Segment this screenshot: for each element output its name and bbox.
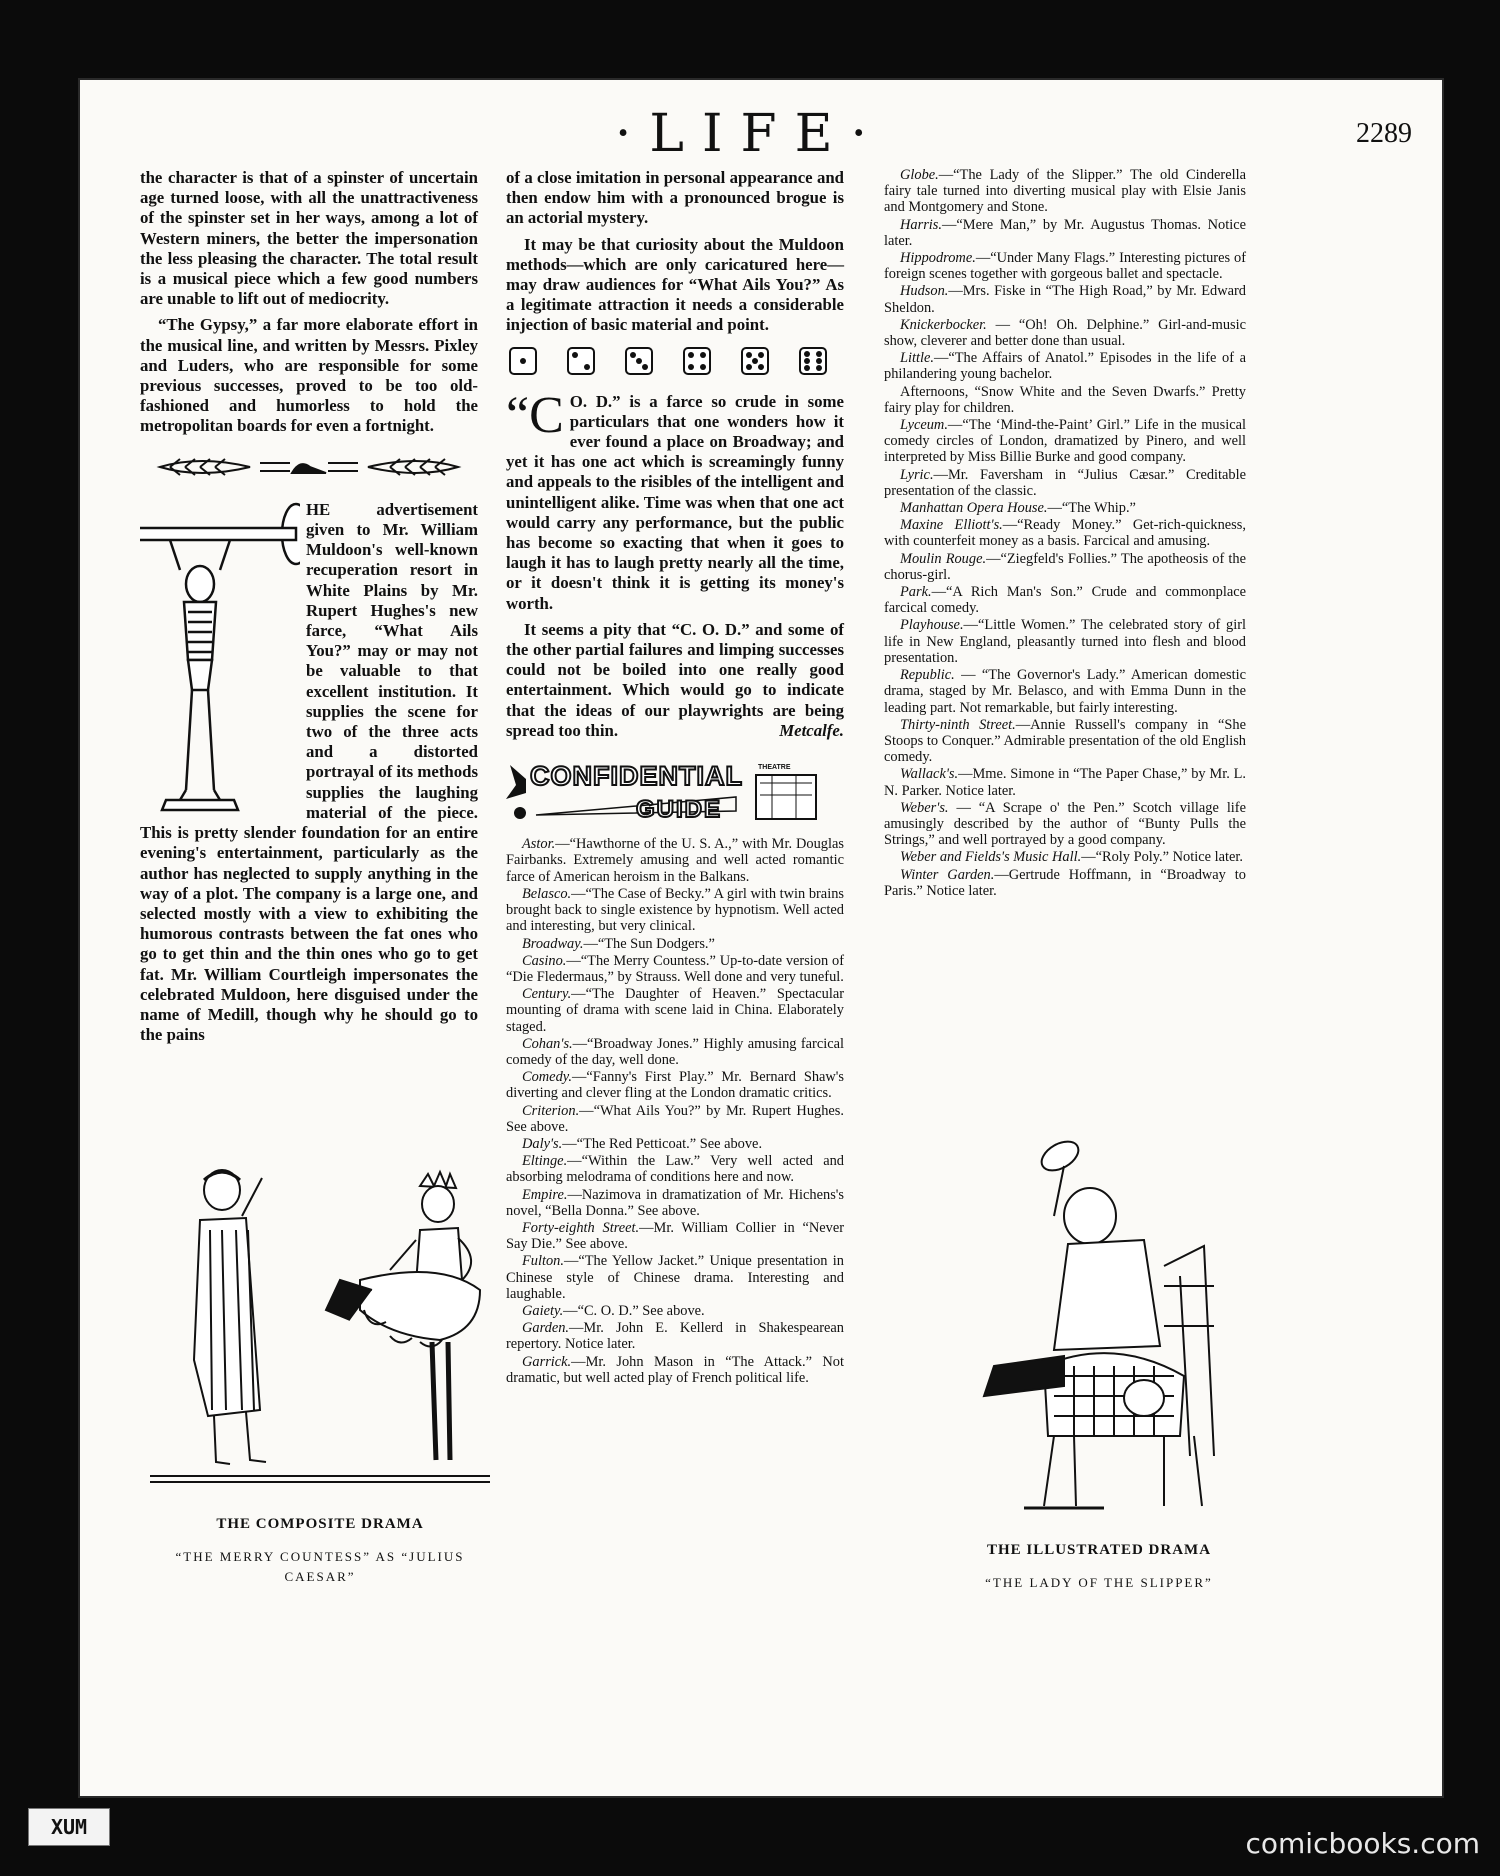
- guide-entry: [884, 217, 1246, 249]
- theatre-name: Republic.: [900, 667, 955, 684]
- dumbbell-man-drop-cap-icon: [140, 500, 300, 820]
- entry-description: —Mme. Simone in “The Paper Chase,” by Mr. L. N. Parker. Notice later.: [884, 766, 1246, 799]
- guide-entry: [506, 1253, 844, 1302]
- theatre-name: Hippodrome.: [900, 250, 976, 267]
- theatre-name: Maxine Elliott's.: [900, 517, 1003, 534]
- masthead-title: ·LIFE·: [614, 104, 886, 164]
- theatre-name: Park.: [900, 584, 932, 601]
- theatre-name: Moulin Rouge.: [900, 550, 987, 567]
- entry-description: —“Hawthorne of the U. S. A.,” with Mr. Douglas Fairbanks. Extremely amusing and well acted romantic farce of American heroism in the Balkans.: [506, 836, 844, 885]
- guide-entry: [506, 1303, 844, 1319]
- cod-drop-cap: “C: [506, 386, 564, 444]
- guide-theatre-label: THEATRE: [758, 764, 791, 772]
- right-caption: [964, 1542, 1234, 1593]
- theatre-name: Criterion.: [522, 1102, 580, 1119]
- entry-description: —Nazimova in dramatization of Mr. Hichens's novel, “Bella Donna.” See above.: [506, 1186, 844, 1219]
- entry-description: —“The Yellow Jacket.” Unique presentation in Chinese style of Chinese drama. Interesting and laughable.: [506, 1253, 844, 1302]
- entry-description: —“C. O. D.” See above.: [563, 1302, 705, 1319]
- guide-entry: [506, 886, 844, 935]
- entry-description: —“The Merry Countess.” Up-to-date version of “Die Fledermaus,” by Strauss. Well done and very tuneful.: [506, 952, 844, 985]
- guide-entry: [506, 1036, 844, 1068]
- guide-entry: [884, 800, 1246, 849]
- cod-review: “C O. D.” is a farce so crude in some particulars that one wonders how it ever found a place on Broadway; and yet it has one act which is screamingly funny and appeals to the risibles of the intelligent and unintelligent alike. Time was when that one act would carry any performance, but the public has become so exacting that when it goes to laugh it has to laugh pretty nearly all the time, or it doesn't think it is getting its money's worth.: [506, 386, 844, 613]
- entry-description: —“The Case of Becky.” A girl with twin brains brought back to single existence by hypnotism. Well acted and interesting, but very clinical.: [506, 885, 844, 935]
- theatre-name: Globe.: [900, 167, 939, 183]
- paragraph: “The Gypsy,” a far more elaborate effort in the musical line, and written by Messrs. Pixley and Luders, who are responsible for some previous successes, proved to be too old-fashioned and humorless to hold the metropolitan boards for even a fortnight.: [140, 315, 478, 436]
- paragraph: It seems a pity that “C. O. D.” and some of the other partial failures and limping successes could not be boiled into one really good entertainment. Which would go to indicate that the ideas of our playwrights are being spread too thin. Metcalfe.: [506, 619, 844, 740]
- page-number: 2289: [1356, 118, 1412, 149]
- entry-description: —Annie Russell's company in “She Stoops to Conquer.” Admirable presentation of the old English comedy.: [884, 716, 1246, 766]
- guide-entry: [884, 350, 1246, 382]
- theatre-name: Eltinge.: [522, 1153, 568, 1170]
- illustrated-drama-illustration: [964, 1136, 1234, 1516]
- theatre-name: Garrick.: [522, 1353, 572, 1370]
- guide-entry: [884, 849, 1246, 865]
- theatre-name: Daly's.: [522, 1135, 563, 1152]
- guide-entry: [884, 167, 1246, 216]
- caption-subtitle: “THE MERRY COUNTESS” AS “JULIUS CAESAR”: [175, 1549, 465, 1584]
- entry-description: —“Mere Man,” by Mr. Augustus Thomas. Notice later.: [884, 216, 1246, 249]
- entry-description: — “Oh! Oh. Delphine.” Girl-and-music show, cleverer and better done than usual.: [884, 316, 1246, 350]
- watermark-text: comicbooks.com: [1245, 1827, 1480, 1860]
- theatre-name: Broadway.: [522, 935, 584, 952]
- theatre-name: Fulton.: [522, 1253, 564, 1270]
- entry-description: — “The Governor's Lady.” American domestic drama, staged by Mr. Belasco, and with Emma Dunn in the leading part. Not remarkable, but fairly interesting.: [884, 667, 1246, 716]
- entry-description: —“Within the Law.” Very well acted and absorbing melodrama of conditions here and now.: [506, 1153, 844, 1186]
- guide-entry: [884, 867, 1246, 899]
- guide-entry: [506, 936, 844, 952]
- guide-entry: [506, 1320, 844, 1352]
- guide-entry: [506, 1187, 844, 1219]
- theatre-name: Little.: [900, 350, 934, 367]
- theatre-name: Weber and Fields's Music Hall.: [900, 849, 1082, 866]
- entry-description: —Mrs. Fiske in “The High Road,” by Mr. Edward Sheldon.: [884, 283, 1246, 316]
- entry-description: Afternoons, “Snow White and the Seven Dwarfs.” Pretty fairy play for children.: [884, 383, 1246, 416]
- entry-description: —“Fanny's First Play.” Mr. Bernard Shaw's diverting and clever fling at the London dramatic critics.: [506, 1069, 844, 1102]
- paragraph: the character is that of a spinster of uncertain age turned loose, with all the unattractiveness of the spinster set in her ways, among a lot of Western miners, the better the impersonation the less pleasing the character. The total result is a musical piece which a few good numbers are unable to lift out of mediocrity.: [140, 168, 478, 309]
- guide-entry: [884, 717, 1246, 766]
- guide-line-1: CONFIDENTIAL: [530, 761, 743, 792]
- guide-entry: [884, 584, 1246, 616]
- guide-entry: [884, 467, 1246, 499]
- entry-description: — “A Scrape o' the Pen.” Scotch village life amusingly described by the author of “Bunty Pulls the Strings,” and well portrayed by a good company.: [884, 799, 1246, 849]
- entry-description: —Gertrude Hoffmann, in “Broadway to Paris.” Notice later.: [884, 866, 1247, 899]
- caption-title: THE ILLUSTRATED DRAMA: [986, 1542, 1212, 1558]
- guide-entry: [506, 986, 844, 1035]
- column-3: [884, 167, 1246, 900]
- guide-entry: [506, 1354, 844, 1386]
- theatre-name: Lyceum.: [900, 417, 948, 434]
- theatre-name: Belasco.: [522, 885, 572, 902]
- theatre-name: Wallack's.: [900, 766, 959, 783]
- entry-description: —“The Sun Dodgers.”: [583, 935, 715, 952]
- guide-entries: [506, 836, 844, 1386]
- theatre-name: Astor.: [522, 836, 556, 853]
- guide-entry: [506, 1153, 844, 1185]
- entry-description: —“The Whip.”: [1047, 500, 1136, 517]
- signature: Metcalfe.: [779, 720, 844, 740]
- guide-entry: [506, 1136, 844, 1152]
- entry-description: —“The ‘Mind-the-Paint’ Girl.” Life in the musical comedy circles of London, dramatized by Pinero, and well interpreted by Miss Billie Burke and good company.: [884, 417, 1246, 466]
- archive-sticker: XUM: [28, 1808, 110, 1846]
- guide-entry: [506, 953, 844, 985]
- theatre-name: Harris.: [900, 216, 942, 233]
- theatre-name: Thirty-ninth Street.: [900, 716, 1016, 733]
- theatre-name: Empire.: [522, 1186, 568, 1203]
- guide-entry: [884, 250, 1246, 282]
- guide-entry: [506, 1220, 844, 1252]
- left-caption: [150, 1516, 490, 1587]
- theatre-name: Weber's.: [900, 799, 949, 816]
- entry-description: —“The Red Petticoat.” See above.: [562, 1135, 763, 1152]
- guide-entry: [884, 617, 1246, 666]
- guide-entry: [884, 667, 1246, 716]
- entry-description: —“The Lady of the Slipper.” The old Cinderella fairy tale turned into diverting musical play with Elsie Janis and Montgomery and Stone.: [884, 167, 1246, 216]
- guide-entries: [884, 167, 1246, 899]
- theatre-name: Casino.: [522, 952, 567, 969]
- theatre-name: Comedy.: [522, 1069, 572, 1086]
- composite-drama-illustration: [150, 1160, 490, 1490]
- guide-entry: [884, 283, 1246, 315]
- entry-description: —“Little Women.” The celebrated story of girl life in New England, pleasantly turned into flesh and blood presentation.: [884, 617, 1246, 666]
- guide-entry: [506, 1103, 844, 1135]
- entry-description: —“Ready Money.” Get-rich-quickness, with counterfeit money as a basis. Farcical and amusing.: [884, 517, 1246, 550]
- guide-entry: [884, 517, 1246, 549]
- guide-entry: [884, 551, 1246, 583]
- guide-entry: [884, 766, 1246, 798]
- ornament-divider-icon: [140, 449, 478, 485]
- theatre-name: Gaiety.: [522, 1302, 564, 1319]
- entry-description: —Mr. John E. Kellerd in Shakespearean repertory. Notice later.: [506, 1320, 844, 1353]
- entry-description: —Mr. Faversham in “Julius Cæsar.” Creditable presentation of the classic.: [884, 466, 1246, 499]
- caption-title: THE COMPOSITE DRAMA: [216, 1516, 424, 1532]
- entry-description: —“A Rich Man's Son.” Crude and commonplace farcical comedy.: [884, 584, 1246, 617]
- theatre-name: Forty-eighth Street.: [522, 1219, 640, 1236]
- muldoon-review: HE advertisement given to Mr. William Muldoon's well-known recuperation resort in White Plains by Mr. Rupert Hughes's new farce, “What Ails You?” may or may not be valuable to that excellent institution. It supplies the scene for two of the three acts and a distorted portrayal of its methods supplies the laughing material of the piece. This is pretty slender foundation for an entire evening's entertainment, particularly as the author has neglected to supply anything in the way of a plot. The company is a large one, and selected mostly with a view to exhibiting the humorous contrasts between the fat ones who go to get thin and the thin ones who go to get fat. Mr. William Courtleigh impersonates the celebrated Muldoon, here disguised under the name of Medill, though why he should go to the pains: [140, 499, 478, 1045]
- entry-description: —“Ziegfeld's Follies.” The apotheosis of the chorus-girl.: [884, 550, 1246, 583]
- theatre-name: Lyric.: [900, 466, 934, 483]
- confidential-guide-heading: [506, 755, 844, 825]
- entry-description: —Mr. John Mason in “The Attack.” Not dramatic, but well acted play of French political life.: [506, 1353, 844, 1386]
- theatre-name: Cohan's.: [522, 1035, 573, 1052]
- theatre-name: Knickerbocker.: [900, 316, 987, 333]
- dice-divider-icon: [506, 342, 844, 380]
- theatre-name: Winter Garden.: [900, 866, 995, 883]
- entry-description: —“Roly Poly.” Notice later.: [1081, 849, 1243, 866]
- guide-entry: [884, 384, 1246, 416]
- caption-subtitle: “THE LADY OF THE SLIPPER”: [985, 1575, 1213, 1590]
- theatre-name: Garden.: [522, 1320, 570, 1337]
- paragraph: of a close imitation in personal appearance and then endow him with a pronounced brogue is an actorial mystery.: [506, 168, 844, 228]
- guide-entry: [884, 317, 1246, 349]
- theatre-name: Century.: [522, 986, 572, 1003]
- entry-description: —“Under Many Flags.” Interesting pictures of foreign scenes together with gorgeous ballet and spectacle.: [884, 250, 1246, 283]
- guide-entry: [884, 417, 1246, 466]
- column-1: [140, 168, 478, 1051]
- guide-line-2: GUIDE: [636, 796, 723, 824]
- theatre-name: Manhattan Opera House.: [900, 500, 1048, 517]
- theatre-name: Playhouse.: [900, 617, 964, 634]
- paragraph: It may be that curiosity about the Muldoon methods—which are only caricatured here—may draw audiences for “What Ails You?” As a legitimate attraction it needs a considerable injection of basic material and point.: [506, 234, 844, 335]
- entry-description: —“The Daughter of Heaven.” Spectacular mounting of drama with scene laid in China. Elaborately staged.: [506, 986, 844, 1035]
- theatre-name: Hudson.: [900, 283, 949, 300]
- guide-entry: [506, 1069, 844, 1101]
- guide-entry: [884, 500, 1246, 516]
- entry-description: —“Broadway Jones.” Highly amusing farcical comedy of the day, well done.: [506, 1035, 844, 1068]
- guide-entry: [506, 836, 844, 885]
- entry-description: —“What Ails You?” by Mr. Rupert Hughes. See above.: [506, 1102, 844, 1135]
- entry-description: —Mr. William Collier in “Never Say Die.” See above.: [506, 1219, 844, 1253]
- column-2: [506, 168, 844, 1387]
- entry-description: —“The Affairs of Anatol.” Episodes in the life of a philandering young bachelor.: [884, 350, 1246, 383]
